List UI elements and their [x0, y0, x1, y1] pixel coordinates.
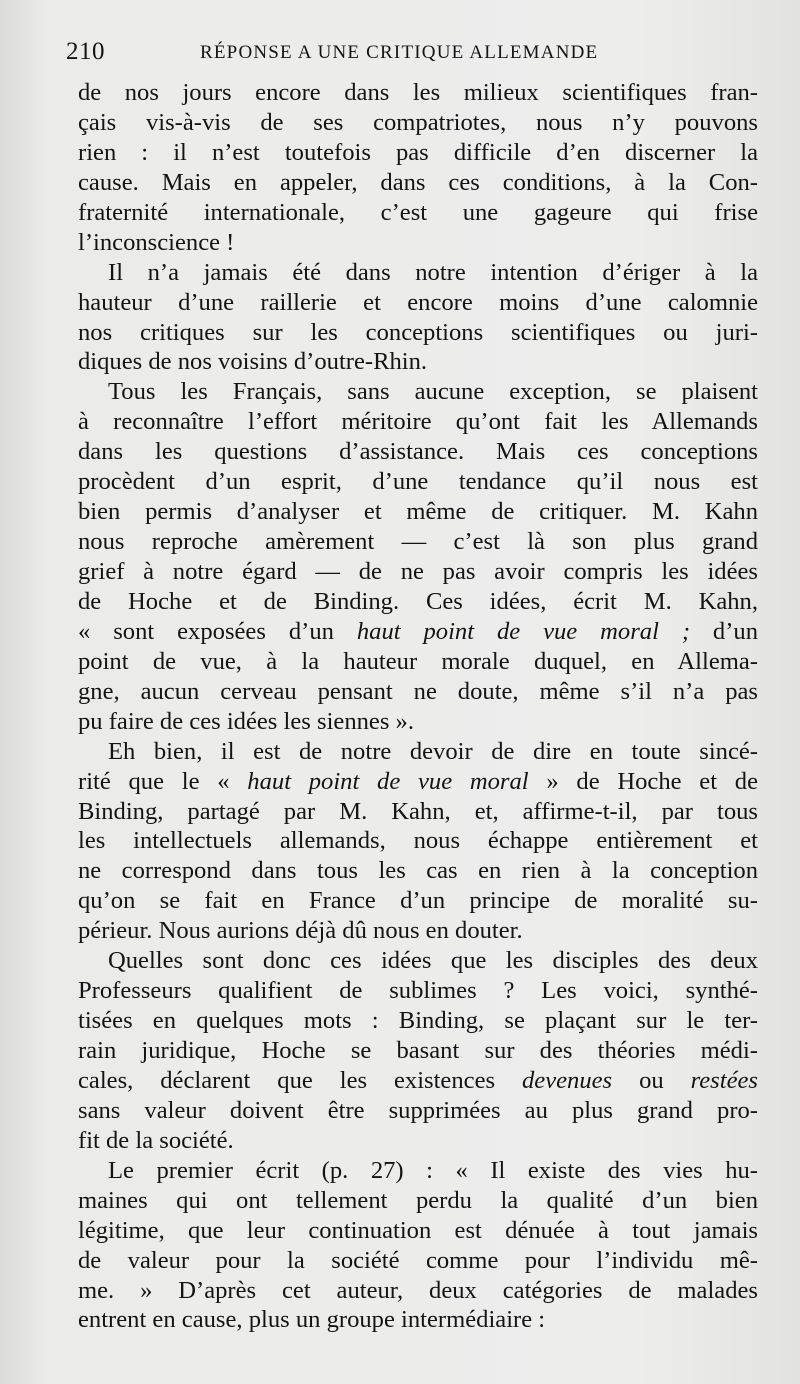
- text-line: point de vue, à la hauteur morale duquel, en Allema-: [78, 647, 758, 675]
- text-line: pu faire de ces idées les siennes ».: [78, 707, 414, 735]
- text-line: périeur. Nous aurions déjà dû nous en douter.: [78, 917, 523, 945]
- italic-phrase: restées: [690, 1066, 758, 1094]
- text-line: grief à notre égard — de ne pas avoir compris les idées: [78, 558, 758, 585]
- text-segment: d’un: [690, 617, 759, 645]
- text-line: nos critiques sur les conceptions scientifiques ou juri-: [78, 318, 758, 346]
- text-segment: rité que le «: [78, 767, 248, 795]
- italic-phrase: haut point de vue moral ;: [356, 617, 691, 645]
- text-line: diques de nos voisins d’outre-Rhin.: [78, 348, 428, 376]
- running-title: RÉPONSE A UNE CRITIQUE ALLEMANDE: [200, 42, 599, 63]
- text-line: rien : il n’est toutefois pas difficile d’en discerner la: [78, 138, 758, 166]
- text-line: hauteur d’une raillerie et encore moins d’une calomnie: [78, 288, 758, 316]
- text-line: me. » D’après cet auteur, deux catégories de malades: [78, 1276, 758, 1304]
- text-segment: » de Hoche et de: [528, 767, 758, 795]
- text-line: tisées en quelques mots : Binding, se plaçant sur le ter-: [78, 1007, 758, 1035]
- text-line: Tous les Français, sans aucune exception, se plaisent: [108, 378, 758, 406]
- page-header: [66, 38, 756, 70]
- text-line: les intellectuels allemands, nous échappe entièrement et: [78, 827, 758, 855]
- text-line: Le premier écrit (p. 27) : « Il existe des vies hu-: [108, 1156, 758, 1184]
- text-line: çais vis-à-vis de ses compatriotes, nous n’y pouvons: [78, 108, 758, 136]
- text-line: de Hoche et de Binding. Ces idées, écrit M. Kahn,: [78, 587, 758, 615]
- text-line: cause. Mais en appeler, dans ces conditions, à la Con-: [78, 168, 758, 196]
- text-line: gne, aucun cerveau pensant ne doute, même s’il n’a pas: [78, 677, 758, 705]
- italic-phrase: haut point de vue moral: [247, 767, 529, 795]
- text-line: Binding, partagé par M. Kahn, et, affirme-t-il, par tous: [78, 797, 758, 825]
- text-line: de valeur pour la société comme pour l’individu mê-: [78, 1246, 758, 1274]
- text-line: de nos jours encore dans les milieux scientifiques fran-: [78, 79, 758, 106]
- text-line: qu’on se fait en France d’un principe de moralité su-: [78, 887, 758, 915]
- text-line: fit de la société.: [78, 1126, 234, 1154]
- text-line: [78, 617, 758, 647]
- text-line: entrent en cause, plus un groupe intermédiaire :: [78, 1306, 546, 1334]
- text-line: rain juridique, Hoche se basant sur des théories médi-: [78, 1037, 758, 1064]
- text-segment: « sont exposées d’un: [78, 617, 357, 645]
- page-number: 210: [66, 38, 105, 65]
- text-line: sans valeur doivent être supprimées au plus grand pro-: [78, 1096, 758, 1124]
- text-line: légitime, que leur continuation est dénuée à tout jamais: [78, 1216, 758, 1244]
- text-line: Professeurs qualifient de sublimes ? Les voici, synthé-: [78, 977, 758, 1005]
- text-line: fraternité internationale, c’est une gageure qui frise: [78, 198, 758, 226]
- text-line: Il n’a jamais été dans notre intention d’ériger à la: [108, 258, 758, 286]
- text-line: bien permis d’analyser et même de critiquer. M. Kahn: [78, 498, 758, 526]
- text-line: nous reproche amèrement — c’est là son plus grand: [78, 528, 758, 556]
- text-line: Quelles sont donc ces idées que les disciples des deux: [108, 947, 758, 975]
- text-line: l’inconscience !: [78, 228, 235, 256]
- italic-phrase: devenues: [522, 1066, 613, 1094]
- text-line: dans les questions d’assistance. Mais ces conceptions: [78, 438, 758, 466]
- text-line: [78, 767, 758, 797]
- text-line: maines qui ont tellement perdu la qualité d’un bien: [78, 1186, 758, 1214]
- text-line: ne correspond dans tous les cas en rien à la conception: [78, 857, 758, 885]
- text-line: Eh bien, il est de notre devoir de dire en toute sincé-: [108, 737, 758, 765]
- text-line: à reconnaître l’effort méritoire qu’ont fait les Allemands: [78, 408, 758, 436]
- body-text: [78, 78, 758, 1335]
- text-line: [78, 1066, 758, 1096]
- text-segment: ou: [612, 1066, 691, 1094]
- text-line: procèdent d’un esprit, d’une tendance qu’il nous est: [78, 468, 758, 496]
- text-segment: cales, déclarent que les existences: [78, 1066, 522, 1094]
